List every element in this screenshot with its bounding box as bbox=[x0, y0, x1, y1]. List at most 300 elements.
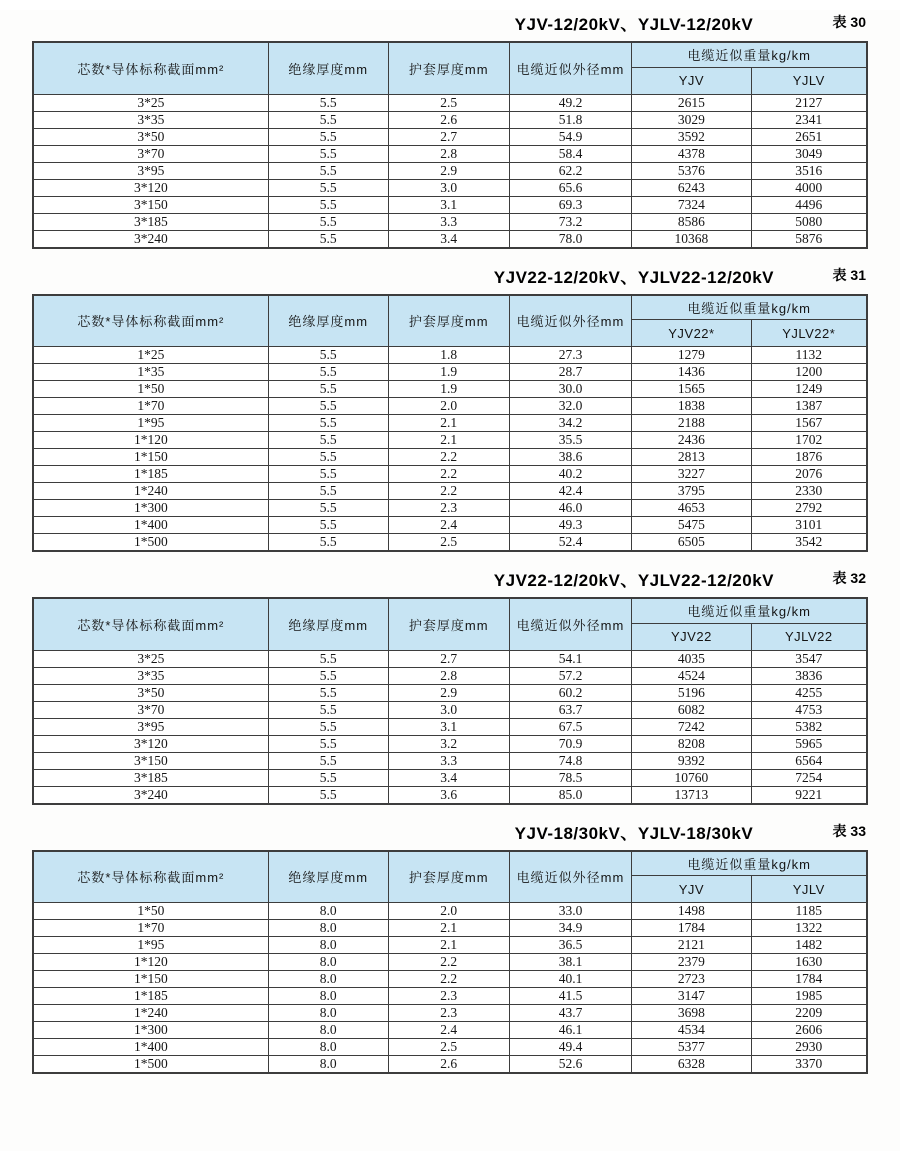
table-row bbox=[33, 954, 867, 971]
table-cell: 1565 bbox=[632, 381, 751, 398]
table-cell: 2121 bbox=[632, 937, 751, 954]
table-cell: 1*500 bbox=[33, 534, 268, 552]
table-cell: 2.4 bbox=[388, 1022, 509, 1039]
table-cell: 6082 bbox=[632, 701, 751, 718]
table-cell: 5.5 bbox=[268, 466, 388, 483]
table-cell: 5.5 bbox=[268, 162, 388, 179]
table-row bbox=[33, 364, 867, 381]
table-cell: 5.5 bbox=[268, 517, 388, 534]
table-cell: 49.4 bbox=[509, 1039, 632, 1056]
table-cell: 2.2 bbox=[388, 971, 509, 988]
table-cell: 5376 bbox=[632, 162, 751, 179]
table-cell: 62.2 bbox=[509, 162, 632, 179]
table-cell: 3101 bbox=[751, 517, 867, 534]
table-cell: 3*35 bbox=[33, 667, 268, 684]
table-cell: 5.5 bbox=[268, 786, 388, 804]
table-cell: 13713 bbox=[632, 786, 751, 804]
table-number-label: 表 33 bbox=[832, 822, 866, 839]
table-cell: 9221 bbox=[751, 786, 867, 804]
table-cell: 2.1 bbox=[388, 432, 509, 449]
table-cell: 5.5 bbox=[268, 398, 388, 415]
table-cell: 85.0 bbox=[509, 786, 632, 804]
table-cell: 8.0 bbox=[268, 937, 388, 954]
table-cell: 1*70 bbox=[33, 398, 268, 415]
table-cell: 2.5 bbox=[388, 534, 509, 552]
table-cell: 8208 bbox=[632, 735, 751, 752]
table-cell: 54.1 bbox=[509, 650, 632, 667]
table-cell: 5.5 bbox=[268, 718, 388, 735]
table-row bbox=[33, 466, 867, 483]
table-cell: 3.3 bbox=[388, 752, 509, 769]
table-cell: 1784 bbox=[632, 920, 751, 937]
table-cell: 57.2 bbox=[509, 667, 632, 684]
table-cell: 43.7 bbox=[509, 1005, 632, 1022]
table-row bbox=[33, 786, 867, 804]
table-row bbox=[33, 650, 867, 667]
table-cell: 8.0 bbox=[268, 1005, 388, 1022]
table-cell: 1*400 bbox=[33, 517, 268, 534]
table-cell: 52.6 bbox=[509, 1056, 632, 1074]
table-cell: 8.0 bbox=[268, 903, 388, 920]
table-row bbox=[33, 937, 867, 954]
table-cell: 2209 bbox=[751, 1005, 867, 1022]
spec-table-section-31 bbox=[32, 263, 868, 553]
table-cell: 2076 bbox=[751, 466, 867, 483]
table-cell: 1*120 bbox=[33, 432, 268, 449]
table-cell: 3370 bbox=[751, 1056, 867, 1074]
table-cell: 41.5 bbox=[509, 988, 632, 1005]
table-cell: 2.1 bbox=[388, 920, 509, 937]
table-cell: 1784 bbox=[751, 971, 867, 988]
table-row bbox=[33, 752, 867, 769]
table-title: YJV22-12/20kV、YJLV22-12/20kV bbox=[493, 267, 775, 287]
table-cell: 69.3 bbox=[509, 196, 632, 213]
table-number-label: 表 31 bbox=[832, 266, 866, 283]
table-cell: 1*240 bbox=[33, 483, 268, 500]
table-cell: 1702 bbox=[751, 432, 867, 449]
table-cell: 5.5 bbox=[268, 449, 388, 466]
table-title: YJV22-12/20kV、YJLV22-12/20kV bbox=[493, 571, 775, 590]
table-cell: 2792 bbox=[751, 500, 867, 517]
table-cell: 1*50 bbox=[33, 381, 268, 398]
table-cell: 1*35 bbox=[33, 364, 268, 381]
header-sheath-thickness: 护套厚度mm bbox=[388, 295, 509, 347]
table-cell: 1*240 bbox=[33, 1005, 268, 1022]
table-cell: 3049 bbox=[751, 145, 867, 162]
table-cell: 1279 bbox=[632, 347, 751, 364]
table-cell: 40.2 bbox=[509, 466, 632, 483]
table-cell: 3*120 bbox=[33, 735, 268, 752]
header-weight-yjv: YJV bbox=[632, 876, 751, 903]
table-cell: 63.7 bbox=[509, 701, 632, 718]
table-title-row bbox=[32, 819, 868, 843]
header-outer-diameter: 电缆近似外径mm bbox=[509, 42, 632, 94]
table-cell: 1630 bbox=[751, 954, 867, 971]
table-cell: 52.4 bbox=[509, 534, 632, 552]
table-cell: 1200 bbox=[751, 364, 867, 381]
table-cell: 2.3 bbox=[388, 988, 509, 1005]
table-body bbox=[33, 94, 867, 248]
table-cell: 3795 bbox=[632, 483, 751, 500]
header-core-cross-section: 芯数*导体标称截面mm² bbox=[33, 295, 268, 347]
table-cell: 2379 bbox=[632, 954, 751, 971]
table-cell: 3147 bbox=[632, 988, 751, 1005]
table-cell: 5.5 bbox=[268, 650, 388, 667]
table-cell: 3*35 bbox=[33, 111, 268, 128]
table-row bbox=[33, 988, 867, 1005]
table-cell: 3.1 bbox=[388, 718, 509, 735]
table-cell: 1*150 bbox=[33, 971, 268, 988]
table-cell: 3*185 bbox=[33, 769, 268, 786]
table-cell: 6564 bbox=[751, 752, 867, 769]
table-cell: 67.5 bbox=[509, 718, 632, 735]
header-weight-group: 电缆近似重量kg/km bbox=[632, 42, 867, 67]
table-cell: 49.3 bbox=[509, 517, 632, 534]
table-cell: 2341 bbox=[751, 111, 867, 128]
table-row bbox=[33, 381, 867, 398]
table-cell: 3*95 bbox=[33, 162, 268, 179]
table-cell: 34.2 bbox=[509, 415, 632, 432]
table-cell: 51.8 bbox=[509, 111, 632, 128]
header-insulation-thickness: 绝缘厚度mm bbox=[268, 42, 388, 94]
table-cell: 5.5 bbox=[268, 752, 388, 769]
table-cell: 5.5 bbox=[268, 701, 388, 718]
table-cell: 46.1 bbox=[509, 1022, 632, 1039]
table-cell: 1*500 bbox=[33, 1056, 268, 1074]
table-cell: 1*300 bbox=[33, 1022, 268, 1039]
table-cell: 5.5 bbox=[268, 534, 388, 552]
table-cell: 1498 bbox=[632, 903, 751, 920]
table-row bbox=[33, 145, 867, 162]
table-cell: 5.5 bbox=[268, 667, 388, 684]
table-cell: 9392 bbox=[632, 752, 751, 769]
header-insulation-thickness: 绝缘厚度mm bbox=[268, 295, 388, 347]
table-cell: 2.2 bbox=[388, 483, 509, 500]
table-row bbox=[33, 415, 867, 432]
table-cell: 5.5 bbox=[268, 432, 388, 449]
table-row bbox=[33, 1056, 867, 1074]
table-cell: 3*120 bbox=[33, 179, 268, 196]
table-cell: 6328 bbox=[632, 1056, 751, 1074]
table-title-row bbox=[32, 10, 868, 34]
table-cell: 4035 bbox=[632, 650, 751, 667]
table-cell: 5.5 bbox=[268, 145, 388, 162]
table-cell: 46.0 bbox=[509, 500, 632, 517]
table-cell: 36.5 bbox=[509, 937, 632, 954]
table-cell: 1.8 bbox=[388, 347, 509, 364]
table-row bbox=[33, 920, 867, 937]
table-row bbox=[33, 1022, 867, 1039]
header-weight-yjlv: YJLV bbox=[751, 67, 867, 94]
table-cell: 5377 bbox=[632, 1039, 751, 1056]
header-weight-yjlv22: YJLV22 bbox=[751, 623, 867, 650]
table-cell: 35.5 bbox=[509, 432, 632, 449]
table-cell: 38.6 bbox=[509, 449, 632, 466]
table-cell: 1387 bbox=[751, 398, 867, 415]
header-insulation-thickness: 绝缘厚度mm bbox=[268, 598, 388, 650]
header-weight-group: 电缆近似重量kg/km bbox=[632, 851, 867, 876]
spec-table-section-30 bbox=[32, 10, 868, 249]
table-cell: 3*25 bbox=[33, 94, 268, 111]
table-cell: 3.4 bbox=[388, 769, 509, 786]
table-cell: 2615 bbox=[632, 94, 751, 111]
table-cell: 40.1 bbox=[509, 971, 632, 988]
table-cell: 2.0 bbox=[388, 903, 509, 920]
table-cell: 1.9 bbox=[388, 381, 509, 398]
header-sheath-thickness: 护套厚度mm bbox=[388, 598, 509, 650]
table-cell: 10760 bbox=[632, 769, 751, 786]
table-cell: 74.8 bbox=[509, 752, 632, 769]
table-cell: 6505 bbox=[632, 534, 751, 552]
table-cell: 2.8 bbox=[388, 145, 509, 162]
table-row bbox=[33, 1039, 867, 1056]
table-cell: 7254 bbox=[751, 769, 867, 786]
table-cell: 2.7 bbox=[388, 650, 509, 667]
table-cell: 5.5 bbox=[268, 735, 388, 752]
table-cell: 8.0 bbox=[268, 1039, 388, 1056]
table-row bbox=[33, 196, 867, 213]
table-cell: 8.0 bbox=[268, 1022, 388, 1039]
header-core-cross-section: 芯数*导体标称截面mm² bbox=[33, 42, 268, 94]
table-cell: 2.8 bbox=[388, 667, 509, 684]
table-row bbox=[33, 684, 867, 701]
table-cell: 4753 bbox=[751, 701, 867, 718]
table-cell: 3547 bbox=[751, 650, 867, 667]
table-cell: 5.5 bbox=[268, 364, 388, 381]
table-cell: 5.5 bbox=[268, 769, 388, 786]
table-cell: 1*400 bbox=[33, 1039, 268, 1056]
table-cell: 1985 bbox=[751, 988, 867, 1005]
header-outer-diameter: 电缆近似外径mm bbox=[509, 851, 632, 903]
table-cell: 2.2 bbox=[388, 466, 509, 483]
header-sheath-thickness: 护套厚度mm bbox=[388, 851, 509, 903]
table-cell: 1436 bbox=[632, 364, 751, 381]
table-cell: 8.0 bbox=[268, 988, 388, 1005]
table-cell: 78.0 bbox=[509, 230, 632, 248]
table-number-label: 表 30 bbox=[832, 14, 866, 30]
table-cell: 4378 bbox=[632, 145, 751, 162]
table-cell: 1132 bbox=[751, 347, 867, 364]
table-cell: 70.9 bbox=[509, 735, 632, 752]
table-cell: 5.5 bbox=[268, 381, 388, 398]
table-cell: 2436 bbox=[632, 432, 751, 449]
table-cell: 1482 bbox=[751, 937, 867, 954]
table-cell: 1*70 bbox=[33, 920, 268, 937]
table-cell: 2127 bbox=[751, 94, 867, 111]
table-row bbox=[33, 483, 867, 500]
table-cell: 4496 bbox=[751, 196, 867, 213]
table-cell: 3*150 bbox=[33, 752, 268, 769]
table-cell: 2.2 bbox=[388, 954, 509, 971]
table-cell: 8586 bbox=[632, 213, 751, 230]
table-cell: 5.5 bbox=[268, 111, 388, 128]
table-cell: 1*185 bbox=[33, 466, 268, 483]
table-cell: 8.0 bbox=[268, 954, 388, 971]
table-row bbox=[33, 347, 867, 364]
table-row bbox=[33, 667, 867, 684]
table-cell: 1*300 bbox=[33, 500, 268, 517]
table-cell: 3*50 bbox=[33, 684, 268, 701]
table-cell: 7242 bbox=[632, 718, 751, 735]
table-cell: 2.9 bbox=[388, 684, 509, 701]
table-cell: 3*185 bbox=[33, 213, 268, 230]
table-row bbox=[33, 111, 867, 128]
table-cell: 5382 bbox=[751, 718, 867, 735]
table-cell: 2.3 bbox=[388, 1005, 509, 1022]
table-cell: 2813 bbox=[632, 449, 751, 466]
table-cell: 5.5 bbox=[268, 213, 388, 230]
header-weight-yjlv: YJLV bbox=[751, 876, 867, 903]
table-cell: 3029 bbox=[632, 111, 751, 128]
table-cell: 6243 bbox=[632, 179, 751, 196]
table-row bbox=[33, 213, 867, 230]
table-title-row bbox=[32, 263, 868, 287]
table-cell: 3*25 bbox=[33, 650, 268, 667]
table-cell: 4000 bbox=[751, 179, 867, 196]
table-cell: 7324 bbox=[632, 196, 751, 213]
table-cell: 2.1 bbox=[388, 415, 509, 432]
table-row bbox=[33, 500, 867, 517]
table-cell: 1.9 bbox=[388, 364, 509, 381]
table-row bbox=[33, 971, 867, 988]
header-weight-yjlv22: YJLV22* bbox=[751, 320, 867, 347]
header-outer-diameter: 电缆近似外径mm bbox=[509, 295, 632, 347]
header-weight-group: 电缆近似重量kg/km bbox=[632, 598, 867, 623]
table-row bbox=[33, 94, 867, 111]
table-cell: 65.6 bbox=[509, 179, 632, 196]
table-cell: 2.2 bbox=[388, 449, 509, 466]
table-cell: 2.5 bbox=[388, 1039, 509, 1056]
table-row bbox=[33, 903, 867, 920]
table-cell: 5.5 bbox=[268, 500, 388, 517]
header-core-cross-section: 芯数*导体标称截面mm² bbox=[33, 851, 268, 903]
catalog-page bbox=[0, 10, 900, 1151]
table-cell: 2188 bbox=[632, 415, 751, 432]
spec-table-section-33 bbox=[32, 819, 868, 1075]
header-core-cross-section: 芯数*导体标称截面mm² bbox=[33, 598, 268, 650]
table-cell: 1*95 bbox=[33, 415, 268, 432]
table-cell: 3.4 bbox=[388, 230, 509, 248]
table-cell: 27.3 bbox=[509, 347, 632, 364]
table-body bbox=[33, 347, 867, 552]
table-cell: 5876 bbox=[751, 230, 867, 248]
table-row bbox=[33, 517, 867, 534]
table-row bbox=[33, 230, 867, 248]
table-cell: 2.7 bbox=[388, 128, 509, 145]
table-cell: 28.7 bbox=[509, 364, 632, 381]
spec-table-section-32 bbox=[32, 566, 868, 805]
table-cell: 2606 bbox=[751, 1022, 867, 1039]
table-row bbox=[33, 718, 867, 735]
table-cell: 2.9 bbox=[388, 162, 509, 179]
table-cell: 3592 bbox=[632, 128, 751, 145]
table-cell: 1185 bbox=[751, 903, 867, 920]
header-weight-yjv22: YJV22* bbox=[632, 320, 751, 347]
table-cell: 78.5 bbox=[509, 769, 632, 786]
cable-spec-table bbox=[32, 850, 868, 1075]
table-cell: 5.5 bbox=[268, 347, 388, 364]
table-cell: 3*70 bbox=[33, 701, 268, 718]
table-cell: 2.6 bbox=[388, 1056, 509, 1074]
table-cell: 58.4 bbox=[509, 145, 632, 162]
table-row bbox=[33, 398, 867, 415]
table-cell: 2.3 bbox=[388, 500, 509, 517]
table-row bbox=[33, 432, 867, 449]
table-cell: 5.5 bbox=[268, 179, 388, 196]
table-cell: 3.0 bbox=[388, 701, 509, 718]
table-cell: 5196 bbox=[632, 684, 751, 701]
table-title: YJV-12/20kV、YJLV-12/20kV bbox=[514, 15, 754, 34]
table-cell: 60.2 bbox=[509, 684, 632, 701]
header-weight-group: 电缆近似重量kg/km bbox=[632, 295, 867, 320]
table-cell: 3.6 bbox=[388, 786, 509, 804]
table-cell: 1*185 bbox=[33, 988, 268, 1005]
table-cell: 2.4 bbox=[388, 517, 509, 534]
table-cell: 49.2 bbox=[509, 94, 632, 111]
table-cell: 73.2 bbox=[509, 213, 632, 230]
table-cell: 2.1 bbox=[388, 937, 509, 954]
table-cell: 3.2 bbox=[388, 735, 509, 752]
cable-spec-table bbox=[32, 294, 868, 553]
table-cell: 2930 bbox=[751, 1039, 867, 1056]
table-cell: 5.5 bbox=[268, 128, 388, 145]
table-cell: 5.5 bbox=[268, 684, 388, 701]
table-cell: 3.3 bbox=[388, 213, 509, 230]
table-cell: 3516 bbox=[751, 162, 867, 179]
table-cell: 8.0 bbox=[268, 971, 388, 988]
table-title: YJV-18/30kV、YJLV-18/30kV bbox=[514, 823, 754, 843]
table-cell: 3227 bbox=[632, 466, 751, 483]
table-body bbox=[33, 650, 867, 804]
table-row bbox=[33, 162, 867, 179]
table-row bbox=[33, 179, 867, 196]
table-cell: 54.9 bbox=[509, 128, 632, 145]
header-insulation-thickness: 绝缘厚度mm bbox=[268, 851, 388, 903]
table-cell: 30.0 bbox=[509, 381, 632, 398]
table-cell: 38.1 bbox=[509, 954, 632, 971]
table-cell: 3*150 bbox=[33, 196, 268, 213]
table-row bbox=[33, 701, 867, 718]
table-body bbox=[33, 903, 867, 1074]
table-cell: 3*50 bbox=[33, 128, 268, 145]
table-cell: 32.0 bbox=[509, 398, 632, 415]
table-cell: 4524 bbox=[632, 667, 751, 684]
table-cell: 5475 bbox=[632, 517, 751, 534]
table-cell: 4255 bbox=[751, 684, 867, 701]
table-cell: 1*95 bbox=[33, 937, 268, 954]
table-row bbox=[33, 449, 867, 466]
table-cell: 2651 bbox=[751, 128, 867, 145]
header-weight-yjv22: YJV22 bbox=[632, 623, 751, 650]
table-cell: 3*240 bbox=[33, 230, 268, 248]
table-cell: 5965 bbox=[751, 735, 867, 752]
table-cell: 1*150 bbox=[33, 449, 268, 466]
table-cell: 3.0 bbox=[388, 179, 509, 196]
table-cell: 5.5 bbox=[268, 94, 388, 111]
table-cell: 33.0 bbox=[509, 903, 632, 920]
table-cell: 2330 bbox=[751, 483, 867, 500]
table-cell: 8.0 bbox=[268, 1056, 388, 1074]
table-cell: 42.4 bbox=[509, 483, 632, 500]
table-cell: 1567 bbox=[751, 415, 867, 432]
table-cell: 10368 bbox=[632, 230, 751, 248]
table-cell: 3*240 bbox=[33, 786, 268, 804]
table-cell: 2.5 bbox=[388, 94, 509, 111]
table-cell: 3698 bbox=[632, 1005, 751, 1022]
table-cell: 5.5 bbox=[268, 230, 388, 248]
table-title-row bbox=[32, 566, 868, 590]
table-cell: 34.9 bbox=[509, 920, 632, 937]
